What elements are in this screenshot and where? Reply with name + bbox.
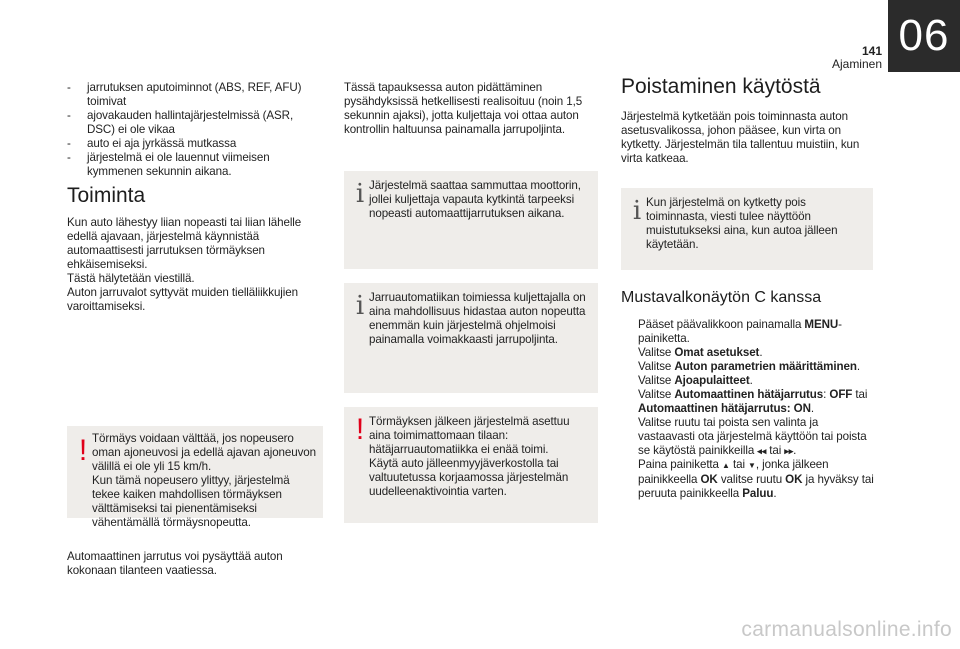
step-item: Pääset päävalikkoon painamalla MENU-painiketta. xyxy=(638,318,842,345)
warning-icon: ! xyxy=(78,434,88,467)
list-item: - jarrutuksen aputoiminnot (ABS, REF, AFU) toimivat xyxy=(67,81,302,108)
page-number: 141 xyxy=(861,44,882,58)
step-item: Valitse Omat asetukset. xyxy=(638,346,763,359)
poistaminen-heading: Poistaminen käytöstä xyxy=(621,75,821,98)
intro-paragraph: Tässä tapauksessa auton pidättäminen pysähdyksissä hetkellisesti realisoituu (noin 1,5 sekunnin ajaksi), jotta kuljettaja voi ottaa auton kontrollin haltuunsa painamalla jarrupoljinta. xyxy=(344,81,583,136)
right-arrows-icon: ▸▸ xyxy=(784,446,794,456)
info-box: i Järjestelmä saattaa sammuttaa moottorin, jollei kuljettaja vapauta kytkintä tarpeeksi nopeasti automaattijarrutuksen aikana. xyxy=(344,171,598,269)
info-box: i Kun järjestelmä on kytketty pois toiminnasta, viesti tulee näyttöön muistutukseksi aina, kun autoa jälleen käytetään. xyxy=(621,188,873,270)
warning-box: ! Törmäys voidaan välttää, jos nopeusero oman ajoneuvosi ja edellä ajavan ajoneuvon välillä ei ole yli 15 km/h. Kun tämä nopeusero ylittyy, järjestelmä tekee kaiken mahdollisen törmäyksen välttämiseksi tai pienentämiseksi vähentämällä törmäysnopeutta. xyxy=(67,426,323,518)
paragraph: Automaattinen jarrutus voi pysäyttää auton kokonaan tilanteen vaatiessa. xyxy=(67,550,283,577)
info-icon: i xyxy=(632,196,642,226)
warning-box: ! Törmäyksen jälkeen järjestelmä asettuu aina toimimattomaan tilaan: hätäjarruautomatiikka ei enää toimi. Käytä auto jälleenmyyjäverkostolla tai valtuutetussa korjaamossa järjestelmän uudelleenaktivointia varten. xyxy=(344,407,598,523)
up-arrow-icon: ▲ xyxy=(722,461,730,470)
step-item: Valitse Auton parametrien määrittäminen. xyxy=(638,360,860,373)
list-item: - auto ei aja jyrkässä mutkassa xyxy=(67,137,237,150)
list-item: - ajovakauden hallintajärjestelmissä (ASR, DSC) ei ole vikaa xyxy=(67,109,294,136)
paragraph: Kun auto lähestyy liian nopeasti tai liian lähelle edellä ajavaan, järjestelmä käynnistää automaattisesti jarrutuksen törmäyksen ehkäisemiseksi. xyxy=(67,216,302,271)
chapter-tab: 06 xyxy=(888,0,960,72)
warning-icon: ! xyxy=(355,413,365,446)
paragraph: Järjestelmä kytketään pois toiminnasta auton asetusvalikossa, johon pääsee, kun virta on kytketty. Järjestelmän tila tallentuu muistiin, kun virta katkeaa. xyxy=(621,110,860,165)
step-item: Valitse ruutu tai poista sen valinta ja vastaavasti ota järjestelmä käyttöön tai poista se käytöstä painikkeilla ◂◂ tai ▸▸. xyxy=(638,416,867,457)
step-item: Paina painiketta ▲ tai ▼, jonka jälkeen painikkeella OK valitse ruutu OK ja hyväksy tai peruuta painikkeella Paluu. xyxy=(638,458,874,500)
steps-list xyxy=(621,318,877,501)
paragraph: Tästä hälytetään viestillä. xyxy=(67,272,195,285)
info-icon: i xyxy=(355,179,365,209)
subheading: Mustavalkonäytön C kanssa xyxy=(621,289,822,306)
step-item: Valitse Ajoapulaitteet. xyxy=(638,374,753,387)
watermark: carmanualsonline.info xyxy=(741,618,952,641)
section-title: Ajaminen xyxy=(831,57,882,71)
requirements-list xyxy=(67,81,323,179)
paragraph: Auton jarruvalot syttyvät muiden tielläliikkujien varoittamiseksi. xyxy=(67,286,298,313)
left-arrows-icon: ◂◂ xyxy=(757,446,767,456)
info-box: i Jarruautomatiikan toimiessa kuljettajalla on aina mahdollisuus hidastaa auton nopeutta enemmän kuin järjestelmä ohjelmoisi painamalla voimakkaasti jarrupoljinta. xyxy=(344,283,598,393)
toiminta-heading: Toiminta xyxy=(67,184,146,207)
list-item: - järjestelmä ei ole lauennut viimeisen kymmenen sekunnin aikana. xyxy=(67,151,270,178)
toiminta-body xyxy=(67,216,323,314)
info-icon: i xyxy=(355,291,365,321)
step-item: Valitse Automaattinen hätäjarrutus: OFF tai Automaattinen hätäjarrutus: ON. xyxy=(638,388,868,415)
down-arrow-icon: ▼ xyxy=(748,461,756,470)
